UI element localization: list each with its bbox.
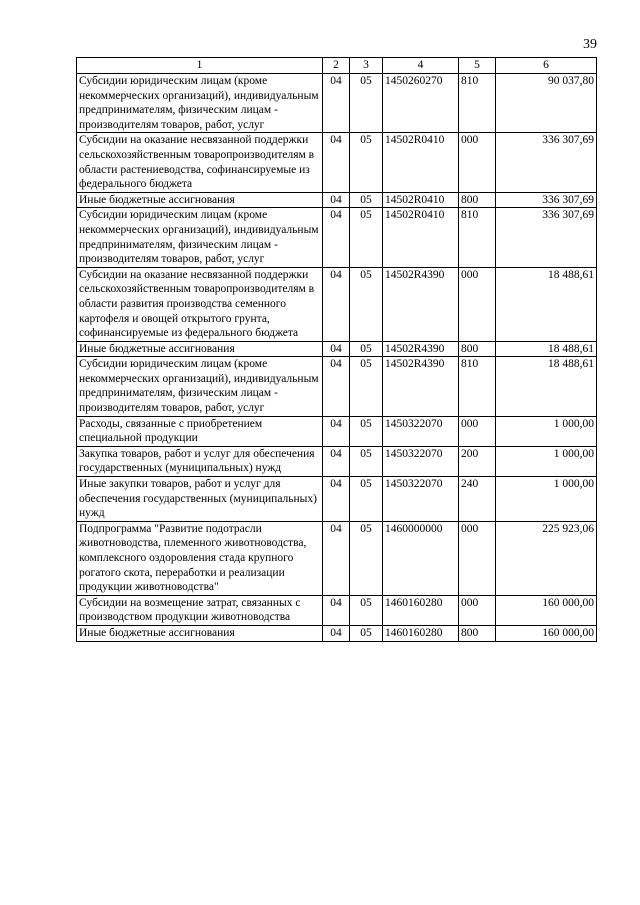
row-amount: 160 000,00	[496, 595, 597, 625]
table-row	[77, 595, 597, 625]
row-amount: 336 307,69	[496, 133, 597, 192]
row-subsection: 05	[350, 133, 383, 192]
row-expense-type: 000	[459, 595, 496, 625]
row-name: Иные закупки товаров, работ и услуг для обеспечения государственных (муниципальных) нужд	[77, 477, 323, 522]
row-subsection: 05	[350, 192, 383, 208]
row-target-code: 14502R4390	[383, 341, 459, 357]
row-name: Подпрограмма "Развитие подотрасли животноводства, племенного животноводства, комплексного оздоровления стада крупного рогатого скота, переработки и реализации продукции животноводства"	[77, 521, 323, 595]
table-row	[77, 192, 597, 208]
row-section: 04	[323, 133, 350, 192]
row-subsection: 05	[350, 208, 383, 267]
table-row	[77, 521, 597, 595]
header-cell-6: 6	[496, 58, 597, 74]
row-section: 04	[323, 341, 350, 357]
row-subsection: 05	[350, 341, 383, 357]
row-target-code: 14502R4390	[383, 357, 459, 416]
row-section: 04	[323, 446, 350, 476]
row-expense-type: 000	[459, 133, 496, 192]
row-name: Закупка товаров, работ и услуг для обеспечения государственных (муниципальных) нужд	[77, 446, 323, 476]
row-subsection: 05	[350, 446, 383, 476]
table-row	[77, 477, 597, 522]
row-expense-type: 800	[459, 625, 496, 641]
row-amount: 90 037,80	[496, 74, 597, 133]
table-row	[77, 341, 597, 357]
row-expense-type: 200	[459, 446, 496, 476]
row-expense-type: 000	[459, 521, 496, 595]
row-name: Иные бюджетные ассигнования	[77, 192, 323, 208]
row-target-code: 1460160280	[383, 625, 459, 641]
table-row	[77, 416, 597, 446]
row-section: 04	[323, 477, 350, 522]
row-name: Субсидии на возмещение затрат, связанных с производством продукции животноводства	[77, 595, 323, 625]
row-subsection: 05	[350, 521, 383, 595]
table-row	[77, 208, 597, 267]
row-section: 04	[323, 416, 350, 446]
row-target-code: 14502R0410	[383, 133, 459, 192]
row-expense-type: 810	[459, 357, 496, 416]
row-amount: 1 000,00	[496, 446, 597, 476]
row-target-code: 1450322070	[383, 416, 459, 446]
row-amount: 1 000,00	[496, 477, 597, 522]
row-target-code: 14502R0410	[383, 208, 459, 267]
row-amount: 225 923,06	[496, 521, 597, 595]
row-name: Субсидии на оказание несвязанной поддержки сельскохозяйственным товаропроизводителям в области развития производства семенного картофеля и овощей открытого грунта, софинансируемые из федерального бюджета	[77, 267, 323, 341]
row-subsection: 05	[350, 267, 383, 341]
row-subsection: 05	[350, 416, 383, 446]
table-row	[77, 446, 597, 476]
row-name: Иные бюджетные ассигнования	[77, 341, 323, 357]
row-amount: 336 307,69	[496, 192, 597, 208]
row-section: 04	[323, 521, 350, 595]
table-row	[77, 625, 597, 641]
row-name: Субсидии юридическим лицам (кроме некоммерческих организаций), индивидуальным предпринимателям, физическим лицам - производителям товаров, работ, услуг	[77, 357, 323, 416]
header-cell-3: 3	[350, 58, 383, 74]
row-target-code: 1450260270	[383, 74, 459, 133]
header-cell-5: 5	[459, 58, 496, 74]
row-target-code: 1450322070	[383, 477, 459, 522]
table-row	[77, 267, 597, 341]
row-subsection: 05	[350, 357, 383, 416]
row-section: 04	[323, 208, 350, 267]
row-expense-type: 810	[459, 208, 496, 267]
row-name: Субсидии юридическим лицам (кроме некоммерческих организаций), индивидуальным предпринимателям, физическим лицам - производителям товаров, работ, услуг	[77, 74, 323, 133]
row-section: 04	[323, 74, 350, 133]
row-subsection: 05	[350, 595, 383, 625]
row-amount: 18 488,61	[496, 267, 597, 341]
row-expense-type: 000	[459, 267, 496, 341]
header-cell-2: 2	[323, 58, 350, 74]
row-expense-type: 000	[459, 416, 496, 446]
table-header-row	[77, 58, 597, 74]
table-row	[77, 357, 597, 416]
row-name: Субсидии юридическим лицам (кроме некоммерческих организаций), индивидуальным предпринимателям, физическим лицам - производителям товаров, работ, услуг	[77, 208, 323, 267]
header-cell-1: 1	[77, 58, 323, 74]
row-section: 04	[323, 192, 350, 208]
row-expense-type: 810	[459, 74, 496, 133]
row-target-code: 1460160280	[383, 595, 459, 625]
row-section: 04	[323, 625, 350, 641]
row-section: 04	[323, 267, 350, 341]
row-subsection: 05	[350, 625, 383, 641]
budget-table	[76, 57, 597, 642]
row-amount: 336 307,69	[496, 208, 597, 267]
row-target-code: 14502R4390	[383, 267, 459, 341]
row-expense-type: 240	[459, 477, 496, 522]
page-number: 39	[583, 37, 597, 52]
row-subsection: 05	[350, 74, 383, 133]
row-target-code: 1450322070	[383, 446, 459, 476]
row-amount: 160 000,00	[496, 625, 597, 641]
row-expense-type: 800	[459, 192, 496, 208]
row-target-code: 1460000000	[383, 521, 459, 595]
row-amount: 1 000,00	[496, 416, 597, 446]
row-section: 04	[323, 357, 350, 416]
row-expense-type: 800	[459, 341, 496, 357]
table-row	[77, 133, 597, 192]
row-name: Расходы, связанные с приобретением специальной продукции	[77, 416, 323, 446]
row-section: 04	[323, 595, 350, 625]
row-subsection: 05	[350, 477, 383, 522]
row-name: Иные бюджетные ассигнования	[77, 625, 323, 641]
row-amount: 18 488,61	[496, 357, 597, 416]
header-cell-4: 4	[383, 58, 459, 74]
table-row	[77, 74, 597, 133]
row-name: Субсидии на оказание несвязанной поддержки сельскохозяйственным товаропроизводителям в области растениеводства, софинансируемые из федерального бюджета	[77, 133, 323, 192]
row-amount: 18 488,61	[496, 341, 597, 357]
row-target-code: 14502R0410	[383, 192, 459, 208]
